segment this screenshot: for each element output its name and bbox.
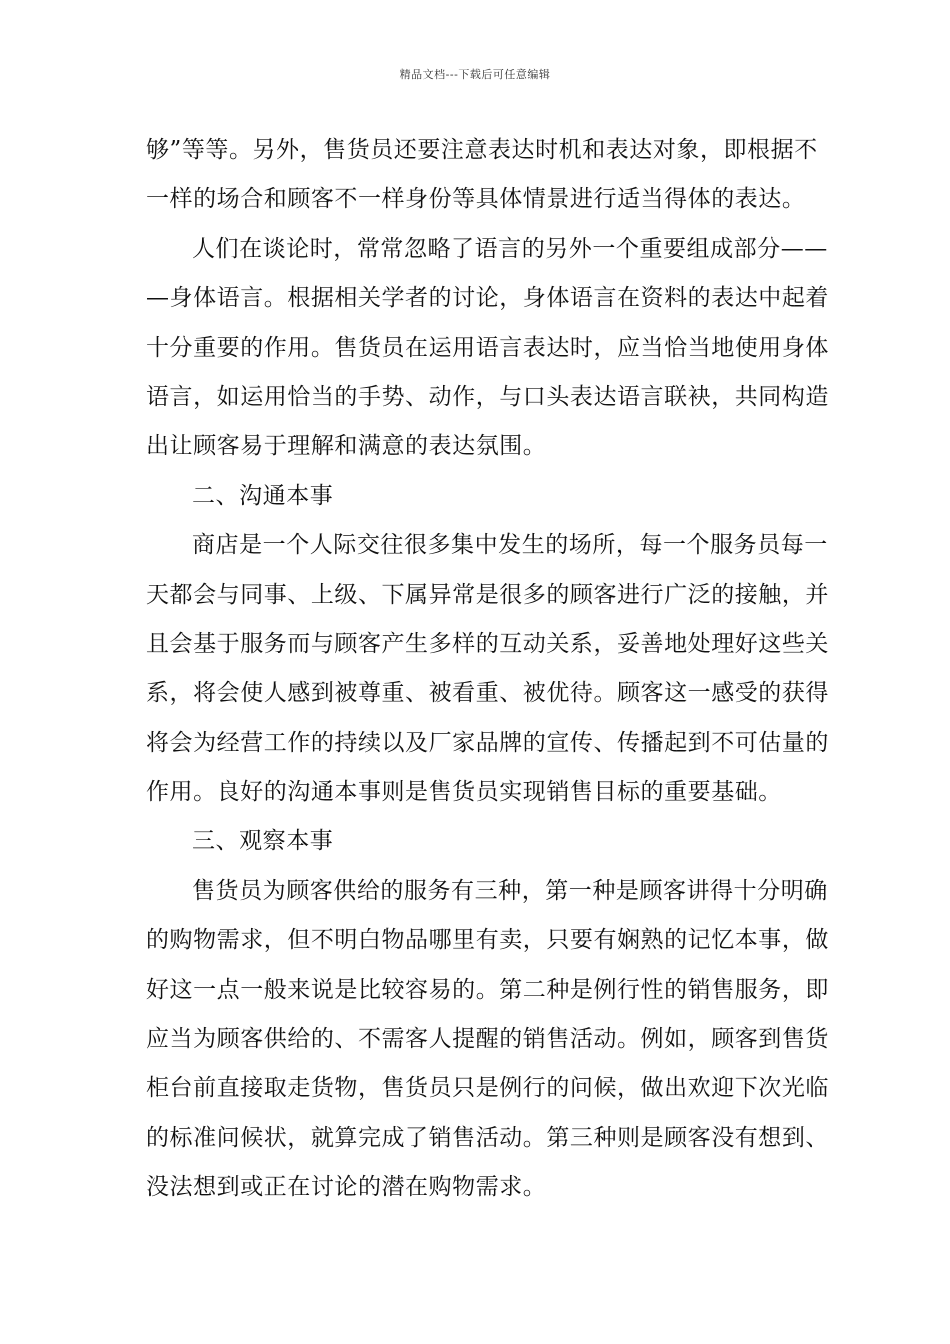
text-line: 一样的场合和顾客不一样身份等具体情景进行适当得体的表达。 [146, 186, 806, 213]
text-line: 没法想到或正在讨论的潜在购物需求。 [146, 1174, 547, 1201]
text-line: 柜台前直接取走货物，售货员只是例行的问候，做出欢迎下次光临 [146, 1075, 829, 1102]
text-line: 二、沟通本事 [192, 482, 334, 509]
text-line: 语言，如运用恰当的手势、动作，与口头表达语言联袂，共同构造 [146, 383, 829, 410]
text-line: 十分重要的作用。售货员在运用语言表达时，应当恰当地使用身体 [146, 334, 829, 361]
text-line: 作用。良好的沟通本事则是售货员实现销售目标的重要基础。 [146, 779, 782, 806]
text-line: 售货员为顾客供给的服务有三种，第一种是顾客讲得十分明确 [192, 877, 828, 904]
text-line: 应当为顾客供给的、不需客人提醒的销售活动。例如，顾客到售货 [146, 1026, 829, 1053]
text-line: 的标准问候状，就算完成了销售活动。第三种则是顾客没有想到、 [146, 1124, 829, 1151]
text-line: 的购物需求，但不明白物品哪里有卖，只要有娴熟的记忆本事，做 [146, 927, 829, 954]
text-line: 系，将会使人感到被尊重、被看重、被优待。顾客这一感受的获得 [146, 680, 829, 707]
text-line: 出让顾客易于理解和满意的表达氛围。 [146, 433, 547, 460]
text-line: 好这一点一般来说是比较容易的。第二种是例行性的销售服务，即 [146, 976, 829, 1003]
text-line: 人们在谈论时，常常忽略了语言的另外一个重要组成部分—— [192, 235, 828, 262]
text-line: —身体语言。根据相关学者的讨论，身体语言在资料的表达中起着 [146, 285, 829, 312]
document-body [146, 126, 829, 1213]
text-line: 商店是一个人际交往很多集中发生的场所，每一个服务员每一 [192, 532, 828, 559]
text-line: 三、观察本事 [192, 828, 334, 855]
text-line: 够”等等。另外，售货员还要注意表达时机和表达对象，即根据不 [146, 137, 818, 163]
text-line: 天都会与同事、上级、下属异常是很多的顾客进行广泛的接触，并 [146, 581, 829, 608]
text-line: 且会基于服务而与顾客产生多样的互动关系，妥善地处理好这些关 [146, 630, 829, 657]
text-line: 将会为经营工作的持续以及厂家品牌的宣传、传播起到不可估量的 [146, 729, 829, 756]
page-header: 精品文档---下载后可任意编辑 [399, 68, 551, 81]
